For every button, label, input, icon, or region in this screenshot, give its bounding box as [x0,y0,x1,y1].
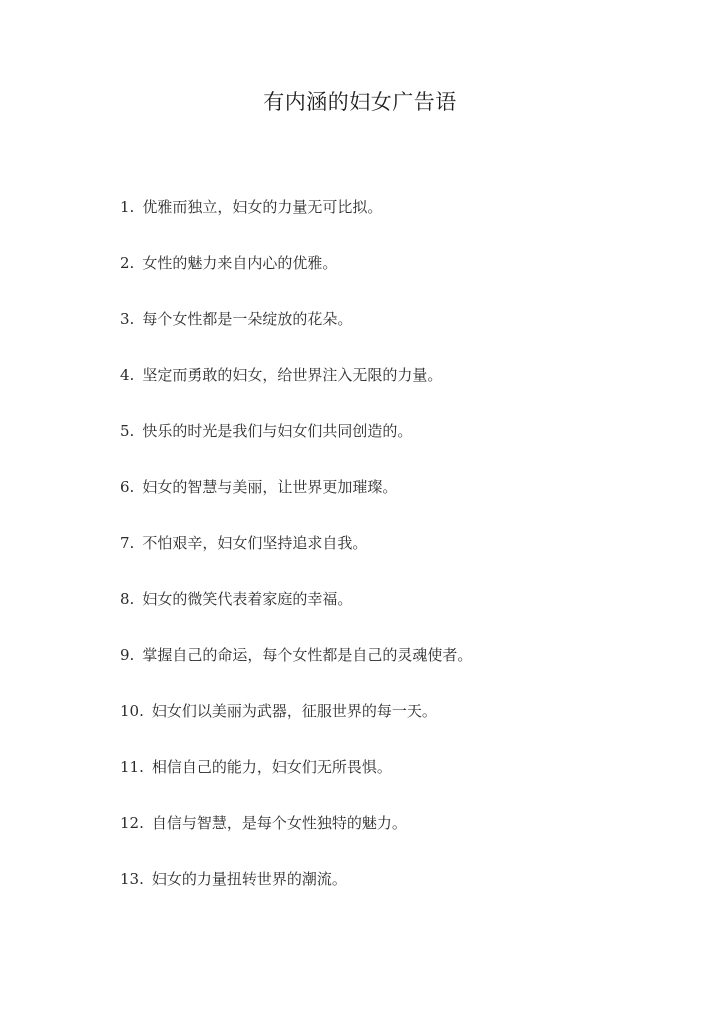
slogan-list [120,192,680,920]
list-item [120,192,680,248]
item-text: 妇女们以美丽为武器，征服世界的每一天。 [151,702,437,720]
item-text: 自信与智慧，是每个女性独特的魅力。 [151,814,407,832]
item-text: 掌握自己的命运，每个女性都是自己的灵魂使者。 [142,646,473,664]
item-number: 11. [120,758,144,776]
item-number: 12. [120,814,144,832]
item-text: 妇女的智慧与美丽，让世界更加璀璨。 [142,478,398,496]
list-item [120,360,680,416]
item-number: 7. [120,534,135,552]
list-item [120,808,680,864]
item-number: 1. [120,198,135,216]
list-item [120,472,680,528]
item-text: 不怕艰辛，妇女们坚持追求自我。 [142,534,368,552]
list-item [120,584,680,640]
list-item [120,864,680,920]
list-item [120,528,680,584]
item-number: 10. [120,702,144,720]
item-text: 妇女的微笑代表着家庭的幸福。 [142,590,353,608]
item-number: 2. [120,254,135,272]
item-text: 妇女的力量扭转世界的潮流。 [151,870,347,888]
item-number: 3. [120,310,135,328]
item-number: 8. [120,590,135,608]
item-number: 13. [120,870,144,888]
item-text: 每个女性都是一朵绽放的花朵。 [142,310,353,328]
list-item [120,248,680,304]
list-item [120,640,680,696]
list-item [120,416,680,472]
document-title: 有内涵的妇女广告语 [263,90,457,114]
item-text: 相信自己的能力，妇女们无所畏惧。 [151,758,392,776]
item-number: 5. [120,422,135,440]
item-text: 坚定而勇敢的妇女，给世界注入无限的力量。 [142,366,443,384]
list-item [120,304,680,360]
item-text: 优雅而独立，妇女的力量无可比拟。 [142,198,383,216]
item-number: 6. [120,478,135,496]
item-text: 女性的魅力来自内心的优雅。 [142,254,338,272]
list-item [120,752,680,808]
list-item [120,696,680,752]
item-number: 4. [120,366,135,384]
item-text: 快乐的时光是我们与妇女们共同创造的。 [142,422,413,440]
item-number: 9. [120,646,135,664]
